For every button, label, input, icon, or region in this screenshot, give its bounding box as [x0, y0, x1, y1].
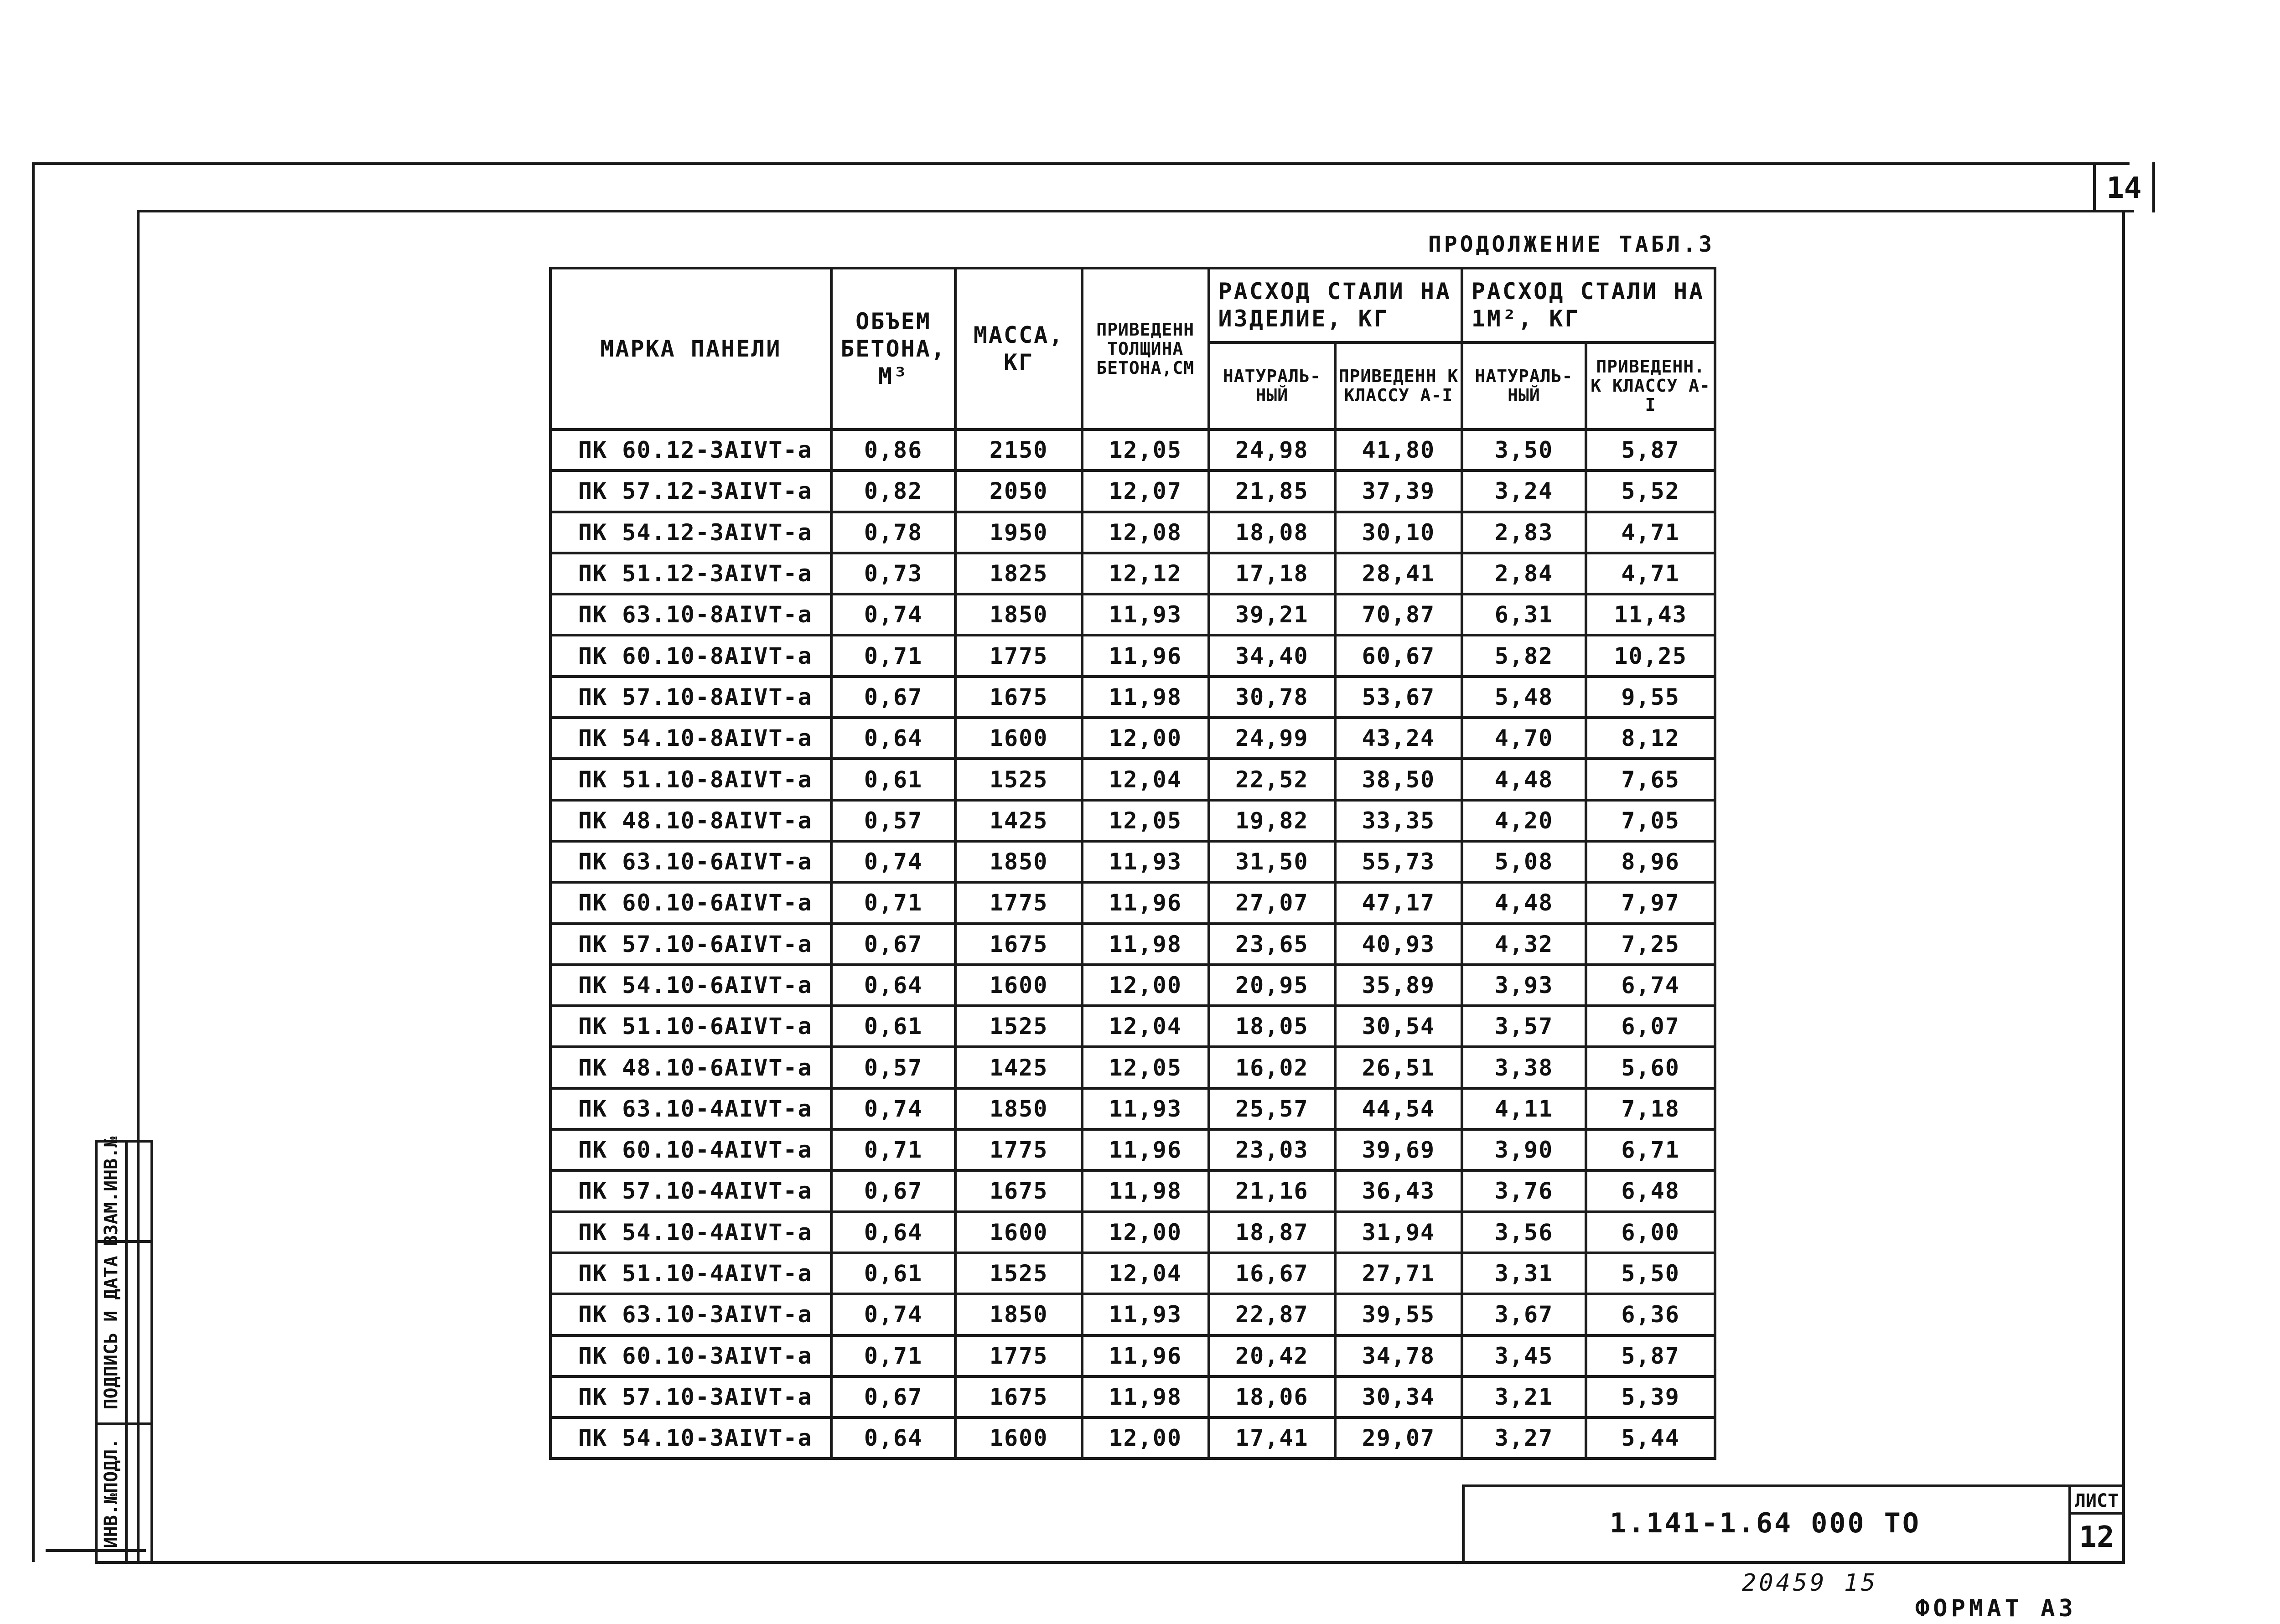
table-row — [550, 553, 1715, 594]
table-row — [550, 1253, 1715, 1294]
cell-value: 60,67 — [1335, 635, 1462, 676]
cell-value: 1525 — [955, 759, 1082, 800]
table-row — [550, 1170, 1715, 1211]
stamp-inv-no-cell — [96, 1424, 126, 1562]
cell-panel-mark: ПК 57.10-6АIVТ-а — [550, 924, 831, 965]
cell-value: 4,48 — [1462, 882, 1586, 923]
cell-panel-mark: ПК 51.10-4АIVТ-а — [550, 1253, 831, 1294]
cell-value: 7,25 — [1586, 924, 1715, 965]
cell-value: 5,87 — [1586, 1335, 1715, 1376]
cell-value: 29,07 — [1335, 1417, 1462, 1458]
cell-panel-mark: ПК 54.10-6АIVТ-а — [550, 965, 831, 1006]
cell-value: 12,04 — [1082, 1253, 1209, 1294]
cell-value: 0,64 — [831, 1417, 956, 1458]
cell-value: 11,98 — [1082, 1376, 1209, 1417]
cell-value: 4,11 — [1462, 1088, 1586, 1129]
cell-value: 11,98 — [1082, 1170, 1209, 1211]
cell-value: 6,71 — [1586, 1129, 1715, 1170]
frame-right-upper — [2152, 162, 2155, 212]
frame-top-inner — [137, 210, 2134, 212]
cell-value: 0,74 — [831, 1294, 956, 1335]
table-row — [550, 841, 1715, 882]
cell-value: 18,05 — [1209, 1006, 1336, 1047]
cell-value: 1525 — [955, 1253, 1082, 1294]
cell-value: 12,00 — [1082, 1212, 1209, 1253]
cell-panel-mark: ПК 63.10-6АIVТ-а — [550, 841, 831, 882]
cell-value: 22,87 — [1209, 1294, 1336, 1335]
header-mark: МАРКА ПАНЕЛИ — [550, 268, 831, 429]
cell-value: 21,85 — [1209, 471, 1336, 512]
cell-value: 18,87 — [1209, 1212, 1336, 1253]
table-row — [550, 471, 1715, 512]
cell-value: 5,82 — [1462, 635, 1586, 676]
stamp-sign-date: ПОДПИСЬ И ДАТА — [101, 1256, 122, 1410]
sheet-number: 12 — [2079, 1521, 2114, 1554]
cell-value: 34,78 — [1335, 1335, 1462, 1376]
cell-value: 30,78 — [1209, 677, 1336, 718]
cell-value: 0,86 — [831, 429, 956, 471]
cell-value: 3,56 — [1462, 1212, 1586, 1253]
table-row — [550, 759, 1715, 800]
cell-value: 7,18 — [1586, 1088, 1715, 1129]
cell-value: 40,93 — [1335, 924, 1462, 965]
cell-value: 19,82 — [1209, 800, 1336, 841]
cell-value: 8,12 — [1586, 718, 1715, 759]
cell-value: 1850 — [955, 1088, 1082, 1129]
cell-value: 3,90 — [1462, 1129, 1586, 1170]
cell-value: 1775 — [955, 1335, 1082, 1376]
cell-panel-mark: ПК 57.10-4АIVТ-а — [550, 1170, 831, 1211]
cell-value: 11,98 — [1082, 677, 1209, 718]
cell-value: 0,67 — [831, 1376, 956, 1417]
stamp-replace-inv-cell — [96, 1136, 126, 1246]
cell-value: 3,31 — [1462, 1253, 1586, 1294]
cell-value: 10,25 — [1586, 635, 1715, 676]
cell-value: 0,61 — [831, 1253, 956, 1294]
cell-panel-mark: ПК 60.10-6АIVТ-а — [550, 882, 831, 923]
cell-value: 11,93 — [1082, 1088, 1209, 1129]
cell-value: 0,57 — [831, 800, 956, 841]
stamp-sign-date-blank — [126, 1241, 152, 1424]
sheet-label: ЛИСТ — [2071, 1487, 2122, 1515]
cell-value: 9,55 — [1586, 677, 1715, 718]
left-stamp — [95, 1136, 153, 1564]
cell-panel-mark: ПК 57.10-3АIVТ-а — [550, 1376, 831, 1417]
cell-value: 11,98 — [1082, 924, 1209, 965]
cell-value: 27,07 — [1209, 882, 1336, 923]
cell-value: 1675 — [955, 677, 1082, 718]
stamp-inv-no-blank — [126, 1424, 152, 1562]
cell-value: 39,55 — [1335, 1294, 1462, 1335]
cell-value: 34,40 — [1209, 635, 1336, 676]
cell-value: 20,95 — [1209, 965, 1336, 1006]
stamp-sign-date-cell — [96, 1241, 126, 1424]
cell-value: 17,18 — [1209, 553, 1336, 594]
header-thickness: ПРИВЕДЕНН ТОЛЩИНА БЕТОНА,СМ — [1082, 268, 1209, 429]
cell-value: 1950 — [955, 512, 1082, 553]
cell-value: 1675 — [955, 924, 1082, 965]
cell-value: 0,64 — [831, 1212, 956, 1253]
cell-value: 6,00 — [1586, 1212, 1715, 1253]
table-row — [550, 1417, 1715, 1458]
cell-panel-mark: ПК 54.12-3АIVТ-а — [550, 512, 831, 553]
cell-value: 12,04 — [1082, 759, 1209, 800]
cell-value: 2,83 — [1462, 512, 1586, 553]
cell-value: 39,69 — [1335, 1129, 1462, 1170]
bottom-note: 20459 15 — [1742, 1569, 1878, 1597]
cell-value: 22,52 — [1209, 759, 1336, 800]
cell-value: 27,71 — [1335, 1253, 1462, 1294]
cell-value: 3,45 — [1462, 1335, 1586, 1376]
header-mass: МАССА, КГ — [955, 268, 1082, 429]
table-row — [550, 1335, 1715, 1376]
cell-value: 3,76 — [1462, 1170, 1586, 1211]
cell-value: 3,27 — [1462, 1417, 1586, 1458]
cell-value: 1850 — [955, 1294, 1082, 1335]
cell-value: 1850 — [955, 594, 1082, 635]
format-label: ФОРМАТ А3 — [1915, 1595, 2077, 1622]
cell-value: 33,35 — [1335, 800, 1462, 841]
header-reduced-2: ПРИВЕДЕНН. К КЛАССУ А-I — [1586, 342, 1715, 429]
table-caption: ПРОДОЛЖЕНИЕ ТАБЛ.3 — [1428, 232, 1715, 257]
cell-value: 2,84 — [1462, 553, 1586, 594]
cell-value: 3,38 — [1462, 1047, 1586, 1088]
cell-value: 11,43 — [1586, 594, 1715, 635]
frame-right — [2122, 210, 2125, 1564]
cell-value: 18,06 — [1209, 1376, 1336, 1417]
cell-value: 26,51 — [1335, 1047, 1462, 1088]
cell-value: 0,64 — [831, 718, 956, 759]
frame-sheet-tick — [2093, 162, 2096, 212]
cell-value: 5,08 — [1462, 841, 1586, 882]
cell-value: 0,67 — [831, 677, 956, 718]
cell-value: 0,71 — [831, 1129, 956, 1170]
cell-value: 3,50 — [1462, 429, 1586, 471]
cell-panel-mark: ПК 57.12-3АIVТ-а — [550, 471, 831, 512]
cell-value: 12,12 — [1082, 553, 1209, 594]
cell-value: 1600 — [955, 718, 1082, 759]
table-row — [550, 635, 1715, 676]
cell-value: 5,39 — [1586, 1376, 1715, 1417]
cell-value: 7,65 — [1586, 759, 1715, 800]
table-row — [550, 965, 1715, 1006]
cell-value: 0,78 — [831, 512, 956, 553]
cell-value: 2050 — [955, 471, 1082, 512]
cell-value: 1600 — [955, 1417, 1082, 1458]
cell-value: 24,99 — [1209, 718, 1336, 759]
cell-value: 11,93 — [1082, 594, 1209, 635]
header-volume: ОБЪЕМ БЕТОНА, М³ — [831, 268, 956, 429]
stamp-inv-no: ИНВ.№ПОДЛ. — [101, 1438, 122, 1548]
cell-panel-mark: ПК 48.10-8АIVТ-а — [550, 800, 831, 841]
cell-value: 1850 — [955, 841, 1082, 882]
cell-value: 41,80 — [1335, 429, 1462, 471]
table-row — [550, 718, 1715, 759]
cell-value: 0,61 — [831, 759, 956, 800]
cell-value: 3,57 — [1462, 1006, 1586, 1047]
cell-value: 3,93 — [1462, 965, 1586, 1006]
cell-value: 6,48 — [1586, 1170, 1715, 1211]
cell-value: 12,05 — [1082, 800, 1209, 841]
panel-data-table — [549, 267, 1716, 1460]
cell-value: 2150 — [955, 429, 1082, 471]
cell-value: 1600 — [955, 965, 1082, 1006]
cell-value: 0,82 — [831, 471, 956, 512]
cell-value: 11,93 — [1082, 1294, 1209, 1335]
cell-value: 7,97 — [1586, 882, 1715, 923]
header-steel-product: РАСХОД СТАЛИ НА ИЗДЕЛИЕ, КГ — [1209, 268, 1462, 342]
cell-value: 21,16 — [1209, 1170, 1336, 1211]
cell-value: 24,98 — [1209, 429, 1336, 471]
cell-value: 35,89 — [1335, 965, 1462, 1006]
table-row — [550, 512, 1715, 553]
cell-panel-mark: ПК 57.10-8АIVТ-а — [550, 677, 831, 718]
cell-panel-mark: ПК 63.10-3АIVТ-а — [550, 1294, 831, 1335]
cell-value: 23,03 — [1209, 1129, 1336, 1170]
cell-value: 1825 — [955, 553, 1082, 594]
cell-value: 3,24 — [1462, 471, 1586, 512]
cell-value: 11,93 — [1082, 841, 1209, 882]
cell-value: 0,74 — [831, 1088, 956, 1129]
cell-value: 12,05 — [1082, 1047, 1209, 1088]
cell-value: 1675 — [955, 1170, 1082, 1211]
cell-panel-mark: ПК 54.10-8АIVТ-а — [550, 718, 831, 759]
cell-value: 6,07 — [1586, 1006, 1715, 1047]
cell-value: 0,71 — [831, 882, 956, 923]
cell-value: 12,00 — [1082, 718, 1209, 759]
cell-value: 20,42 — [1209, 1335, 1336, 1376]
table-body — [550, 429, 1715, 1458]
cell-value: 0,67 — [831, 1170, 956, 1211]
cell-value: 55,73 — [1335, 841, 1462, 882]
cell-panel-mark: ПК 63.10-4АIVТ-а — [550, 1088, 831, 1129]
cell-value: 1600 — [955, 1212, 1082, 1253]
frame-left-outer — [32, 162, 35, 1562]
cell-value: 70,87 — [1335, 594, 1462, 635]
cell-value: 25,57 — [1209, 1088, 1336, 1129]
cell-value: 12,04 — [1082, 1006, 1209, 1047]
cell-value: 30,10 — [1335, 512, 1462, 553]
cell-value: 1775 — [955, 882, 1082, 923]
cell-value: 30,54 — [1335, 1006, 1462, 1047]
cell-value: 0,71 — [831, 635, 956, 676]
cell-value: 4,71 — [1586, 553, 1715, 594]
cell-value: 0,67 — [831, 924, 956, 965]
header-natural-2: НАТУРАЛЬ-НЫЙ — [1462, 342, 1586, 429]
cell-value: 12,08 — [1082, 512, 1209, 553]
cell-value: 30,34 — [1335, 1376, 1462, 1417]
cell-value: 31,94 — [1335, 1212, 1462, 1253]
header-steel-m2: РАСХОД СТАЛИ НА 1М², КГ — [1462, 268, 1715, 342]
table-row — [550, 924, 1715, 965]
table-row — [550, 594, 1715, 635]
cell-value: 6,31 — [1462, 594, 1586, 635]
cell-value: 28,41 — [1335, 553, 1462, 594]
cell-value: 5,87 — [1586, 429, 1715, 471]
cell-value: 37,39 — [1335, 471, 1462, 512]
cell-value: 18,08 — [1209, 512, 1336, 553]
cell-value: 36,43 — [1335, 1170, 1462, 1211]
cell-value: 1775 — [955, 635, 1082, 676]
cell-panel-mark: ПК 63.10-8АIVТ-а — [550, 594, 831, 635]
cell-value: 6,74 — [1586, 965, 1715, 1006]
frame-top-outer — [32, 162, 2130, 165]
table-row — [550, 677, 1715, 718]
cell-value: 11,96 — [1082, 882, 1209, 923]
cell-value: 43,24 — [1335, 718, 1462, 759]
cell-panel-mark: ПК 51.12-3АIVТ-а — [550, 553, 831, 594]
header-reduced-1: ПРИВЕДЕНН К КЛАССУ А-I — [1335, 342, 1462, 429]
cell-panel-mark: ПК 54.10-3АIVТ-а — [550, 1417, 831, 1458]
corner-page-number: 14 — [2106, 171, 2142, 205]
cell-panel-mark: ПК 60.10-3АIVТ-а — [550, 1335, 831, 1376]
cell-value: 5,50 — [1586, 1253, 1715, 1294]
cell-panel-mark: ПК 60.12-3АIVТ-а — [550, 429, 831, 471]
cell-value: 31,50 — [1209, 841, 1336, 882]
cell-value: 0,57 — [831, 1047, 956, 1088]
cell-panel-mark: ПК 48.10-6АIVТ-а — [550, 1047, 831, 1088]
cell-value: 47,17 — [1335, 882, 1462, 923]
cell-value: 1775 — [955, 1129, 1082, 1170]
cell-value: 5,44 — [1586, 1417, 1715, 1458]
cell-panel-mark: ПК 60.10-4АIVТ-а — [550, 1129, 831, 1170]
cell-value: 0,74 — [831, 594, 956, 635]
cell-panel-mark: ПК 54.10-4АIVТ-а — [550, 1212, 831, 1253]
cell-value: 0,64 — [831, 965, 956, 1006]
cell-value: 4,20 — [1462, 800, 1586, 841]
cell-value: 1425 — [955, 800, 1082, 841]
cell-value: 1675 — [955, 1376, 1082, 1417]
cell-value: 4,32 — [1462, 924, 1586, 965]
cell-panel-mark: ПК 51.10-6АIVТ-а — [550, 1006, 831, 1047]
cell-value: 5,60 — [1586, 1047, 1715, 1088]
table-row — [550, 800, 1715, 841]
cell-value: 3,21 — [1462, 1376, 1586, 1417]
cell-value: 8,96 — [1586, 841, 1715, 882]
cell-value: 7,05 — [1586, 800, 1715, 841]
cell-value: 0,71 — [831, 1335, 956, 1376]
cell-value: 3,67 — [1462, 1294, 1586, 1335]
cell-value: 16,67 — [1209, 1253, 1336, 1294]
cell-value: 11,96 — [1082, 635, 1209, 676]
cell-value: 11,96 — [1082, 1335, 1209, 1376]
table-row — [550, 1129, 1715, 1170]
cell-value: 1525 — [955, 1006, 1082, 1047]
table-row — [550, 1088, 1715, 1129]
cell-panel-mark: ПК 60.10-8АIVТ-а — [550, 635, 831, 676]
cell-value: 11,96 — [1082, 1129, 1209, 1170]
document-code: 1.141-1.64 000 ТО — [1609, 1507, 1921, 1539]
cell-value: 12,05 — [1082, 429, 1209, 471]
cell-value: 12,00 — [1082, 1417, 1209, 1458]
cell-value: 17,41 — [1209, 1417, 1336, 1458]
table-row — [550, 1376, 1715, 1417]
cell-value: 12,07 — [1082, 471, 1209, 512]
header-natural-1: НАТУРАЛЬ-НЫЙ — [1209, 342, 1336, 429]
cell-value: 53,67 — [1335, 677, 1462, 718]
cell-value: 1425 — [955, 1047, 1082, 1088]
table-row — [550, 1047, 1715, 1088]
cell-value: 12,00 — [1082, 965, 1209, 1006]
table-row — [550, 1294, 1715, 1335]
cell-value: 5,48 — [1462, 677, 1586, 718]
table-row — [550, 1212, 1715, 1253]
cell-value: 0,61 — [831, 1006, 956, 1047]
stamp-replace-inv: ВЗАМ.ИНВ.№ — [101, 1136, 122, 1246]
cell-value: 4,48 — [1462, 759, 1586, 800]
cell-value: 6,36 — [1586, 1294, 1715, 1335]
cell-value: 4,70 — [1462, 718, 1586, 759]
table-row — [550, 1006, 1715, 1047]
cell-value: 44,54 — [1335, 1088, 1462, 1129]
cell-value: 23,65 — [1209, 924, 1336, 965]
cell-value: 16,02 — [1209, 1047, 1336, 1088]
cell-value: 5,52 — [1586, 471, 1715, 512]
cell-panel-mark: ПК 51.10-8АIVТ-а — [550, 759, 831, 800]
cell-value: 39,21 — [1209, 594, 1336, 635]
cell-value: 0,74 — [831, 841, 956, 882]
cell-value: 4,71 — [1586, 512, 1715, 553]
cell-value: 0,73 — [831, 553, 956, 594]
cell-value: 38,50 — [1335, 759, 1462, 800]
table-row — [550, 882, 1715, 923]
table-row — [550, 429, 1715, 471]
stamp-replace-inv-blank — [126, 1141, 152, 1241]
